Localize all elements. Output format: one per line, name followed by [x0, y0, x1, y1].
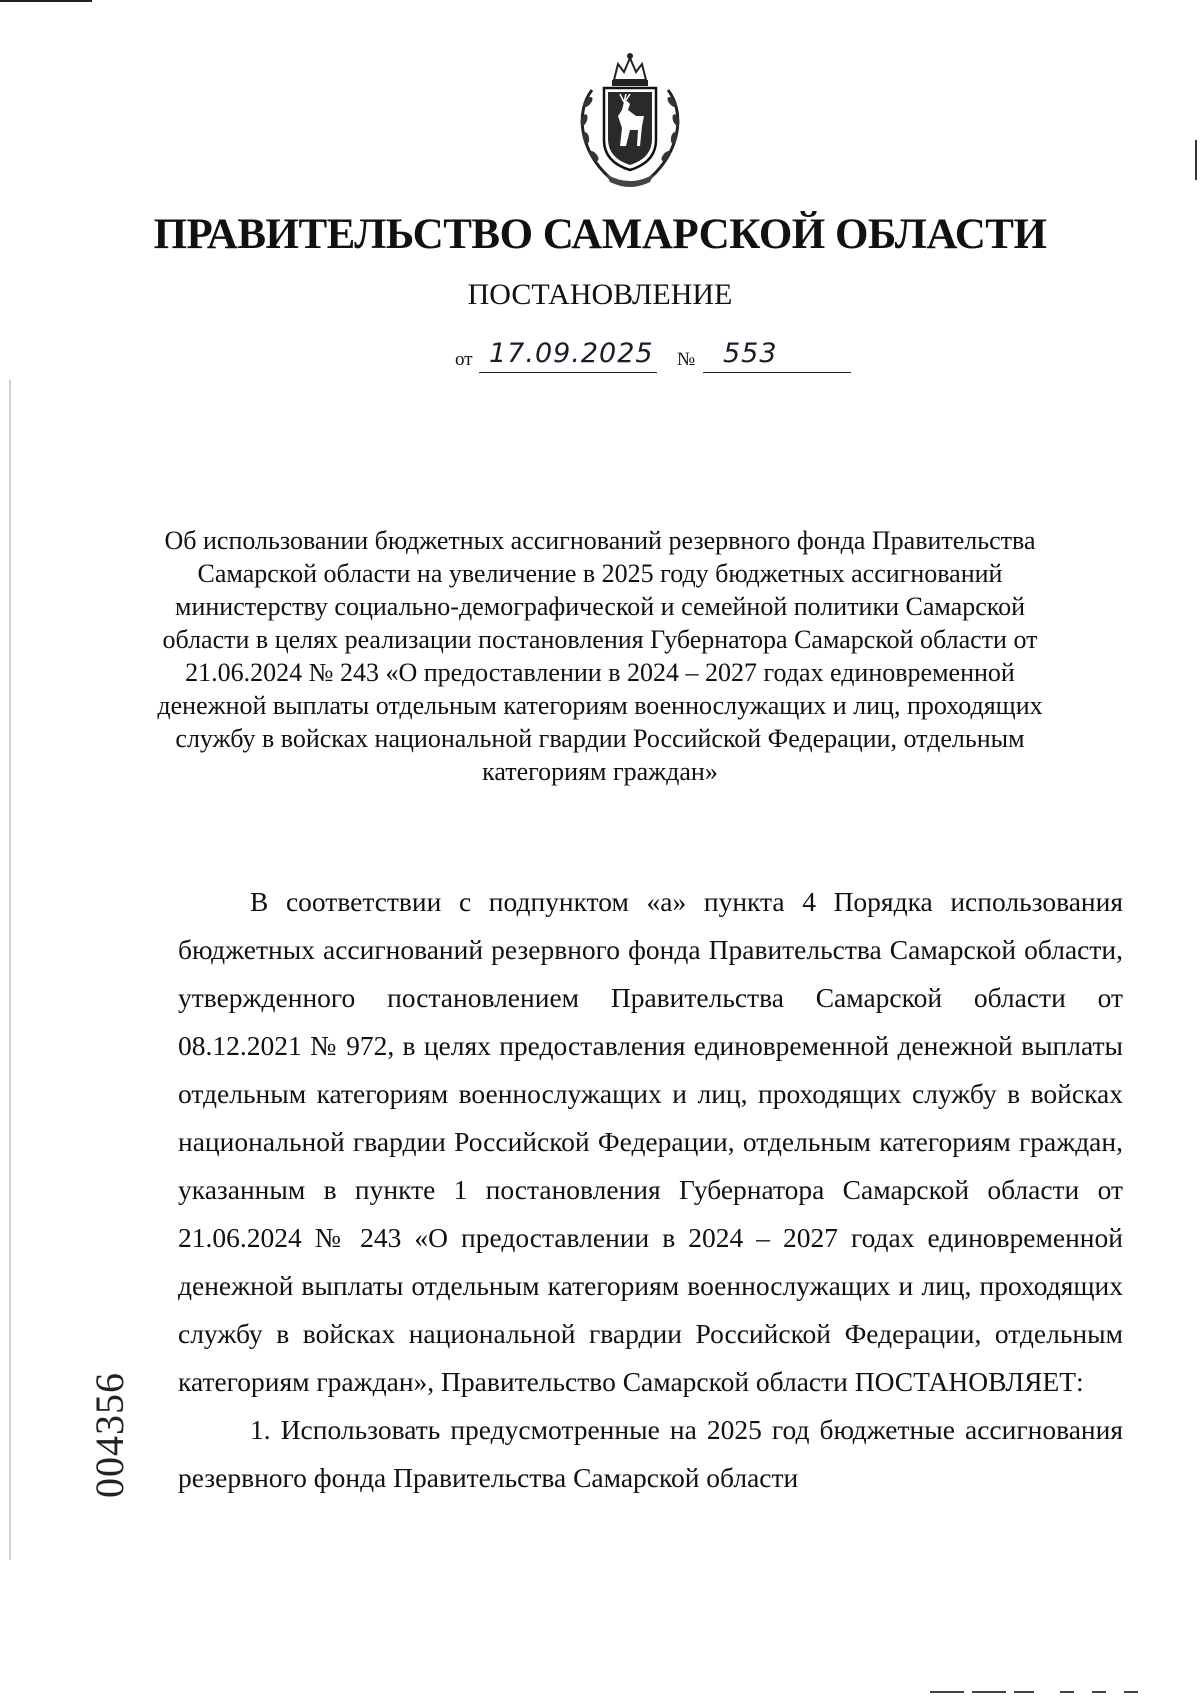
body-preamble: В соответствии с подпунктом «а» пункта 4 Порядка использования бюджетных ассигнований резервного фонда Правительства Самарской области, утвержденного постановлением Правительства Самарской области от 08.12.2021 № 972, в целях предоставления единовременной денежной выплаты отдельным категориям военнослужащих и лиц, проходящих службу в войсках национальной гвардии Российской Федерации, отдельным категориям граждан, указанным в пункте 1 постановления Губернатора Самарской области от 21.06.2024 № 243 «О предоставлении в 2024 – 2027 годах единовременной денежной выплаты отдельным категориям военнослужащих и лиц, проходящих службу в войсках национальной гвардии Российской Федерации, отдельным категориям граждан», Правительство Самарской области ПОСТАНОВЛЯЕТ:: [178, 886, 1123, 1397]
footer-mark: [1060, 1691, 1074, 1693]
government-title: ПРАВИТЕЛЬСТВО САМАРСКОЙ ОБЛАСТИ: [153, 211, 1047, 258]
date-number-line: [455, 333, 855, 377]
footer-mark: [1124, 1691, 1138, 1693]
document-subject: Об использовании бюджетных ассигнований резервного фонда Правительства Самарской области на увеличение в 2025 году бюджетных ассигнований министерству социально-демографической и семейной политики Самарской области в целях реализации постановления Губернатора Самарской области от 21.06.2024 № 243 «О предоставлении в 2024 – 2027 годах единовременной денежной выплаты отдельным категориям военнослужащих и лиц, проходящих службу в войсках национальной гвардии Российской Федерации, отдельным категориям граждан»: [157, 526, 1043, 786]
scan-mark-right: [1195, 140, 1197, 180]
number-underline: [703, 372, 851, 374]
date-prefix: от: [455, 349, 473, 370]
footer-mark: [1014, 1691, 1034, 1693]
coat-of-arms-icon: [570, 50, 690, 188]
scan-border-top: [0, 0, 92, 2]
date-handwritten: 17.09.2025: [489, 338, 654, 369]
footer-mark: [972, 1691, 1006, 1693]
number-prefix: №: [677, 349, 696, 370]
footer-mark: [1092, 1691, 1106, 1693]
document-type: ПОСТАНОВЛЕНИЕ: [467, 278, 733, 311]
document-body: [178, 878, 1123, 1502]
margin-registration-number: 004356: [87, 1372, 132, 1498]
date-underline: [479, 372, 657, 374]
footer-mark: [930, 1691, 964, 1693]
body-item-1: 1. Использовать предусмотренные на 2025 год бюджетные ассигнования резервного фонда Правительства Самарской области: [178, 1414, 1123, 1493]
number-handwritten: 553: [723, 338, 778, 369]
scan-border-left: [9, 380, 11, 1560]
